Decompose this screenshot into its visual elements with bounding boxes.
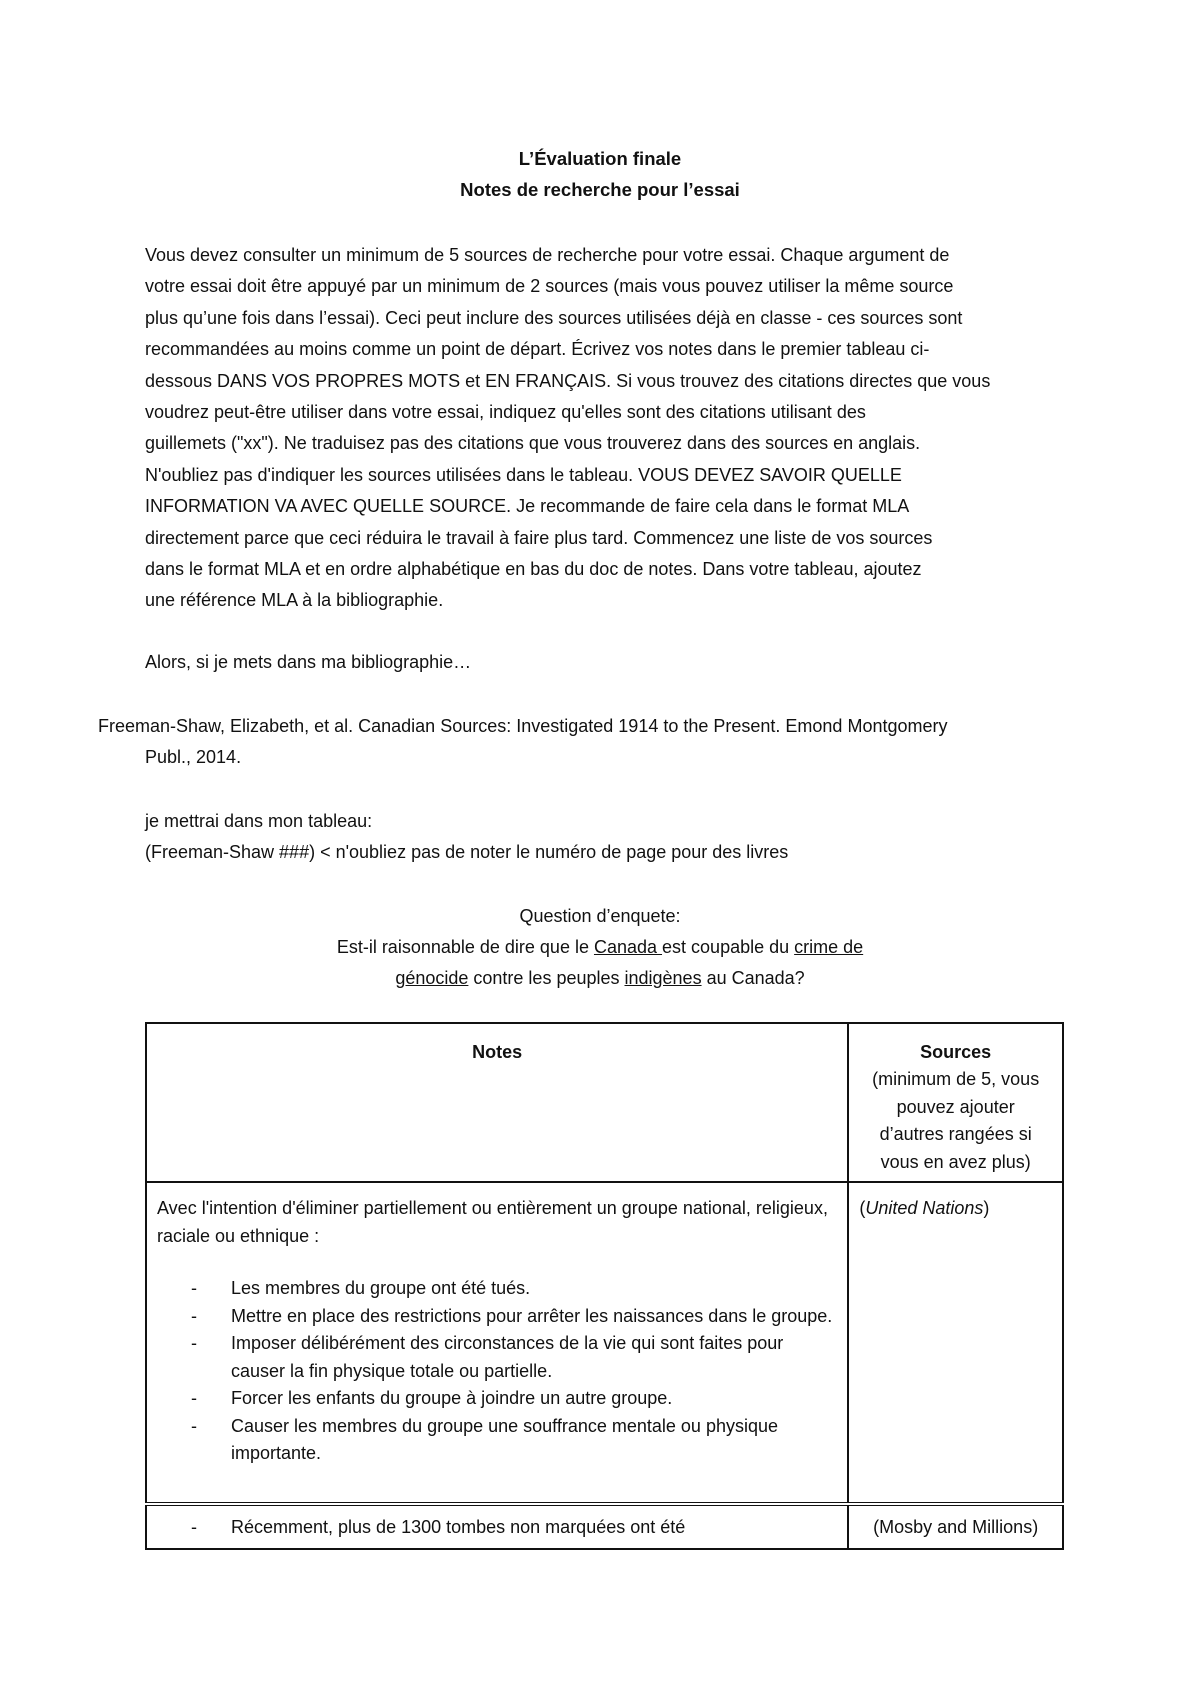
instructions-line: une référence MLA à la bibliographie. (145, 590, 444, 611)
underlined-term: crime de (794, 937, 864, 957)
question-text-line-1: Est-il raisonnable de dire que le Canada est coupable du crime de (336, 937, 864, 957)
sources-header-cell[interactable] (848, 1023, 1063, 1182)
document-subtitle: Notes de recherche pour l’essai (460, 179, 740, 200)
list-item: - Les membres du groupe ont été tués. (191, 1278, 531, 1298)
instructions-line: Vous devez consulter un minimum de 5 sources de recherche pour votre essai. Chaque argument de (145, 245, 950, 265)
table-header-row (146, 1023, 1063, 1182)
source-reference: (United Nations) (859, 1198, 990, 1218)
instructions-line: recommandées au moins comme un point de départ. Écrivez vos notes dans le premier tableau ci- (145, 339, 930, 360)
instructions-line: votre essai doit être appuyé par un minimum de 2 sources (mais vous pouvez utiliser la même source (145, 276, 954, 297)
citation-line-2: Publ., 2014. (145, 747, 242, 767)
instructions-line: dessous DANS VOS PROPRES MOTS et EN FRANÇAIS. Si vous trouvez des citations directes que vous (145, 370, 991, 391)
notes-cell[interactable] (146, 1182, 848, 1504)
underlined-term: Canada (593, 937, 663, 957)
instructions-line: guillemets ("xx"). Ne traduisez pas des citations que vous trouverez dans des sources en anglais. (145, 433, 921, 454)
instructions-line: directement parce que ceci réduira le travail à faire plus tard. Commencez une liste de vos sources (145, 527, 933, 548)
document-title: L’Évaluation finale (518, 148, 682, 169)
instructions-line: voudrez peut-être utiliser dans votre essai, indiquez qu'elles sont des citations utilisant des (145, 402, 866, 423)
question-label: Question d’enquete: (519, 906, 681, 926)
notes-header: Notes (472, 1042, 523, 1062)
citation-line-1: Freeman-Shaw, Elizabeth, et al. Canadian Sources: Investigated 1914 to the Present. Emond Montgomery (98, 716, 948, 736)
bullet-list (147, 1275, 847, 1468)
list-item: - Récemment, plus de 1300 tombes non marquées ont été (191, 1517, 686, 1537)
list-item: - Mettre en place des restrictions pour arrêter les naissances dans le groupe. (191, 1305, 833, 1326)
instructions-line: dans le format MLA et en ordre alphabétique en bas du doc de notes. Dans votre tableau, ajoutez (145, 559, 922, 580)
instructions-line: plus qu’une fois dans l’essai). Ceci peut inclure des sources utilisées déjà en classe - ces sources sont (145, 307, 963, 328)
instructions-line: N'oubliez pas d'indiquer les sources utilisées dans le tableau. VOUS DEVEZ SAVOIR QUELLE (145, 464, 902, 485)
underlined-term: génocide (395, 968, 469, 988)
notes-cell[interactable] (146, 1504, 848, 1549)
sources-header: Sources (920, 1042, 992, 1062)
list-item: - Forcer les enfants du groupe à joindre un autre groupe. (191, 1388, 673, 1408)
bibliography-intro: Alors, si je mets dans ma bibliographie… (145, 652, 472, 672)
list-item: - Imposer délibérément des circonstances de la vie qui sont faites pour causer la fin physique totale ou partielle. (191, 1333, 784, 1381)
source-reference: (Mosby and Millions) (873, 1517, 1039, 1537)
citation-example-note: (Freeman-Shaw ###) < n'oubliez pas de noter le numéro de page pour des livres (145, 842, 789, 862)
table-row (146, 1504, 1063, 1549)
bullet-list (147, 1514, 847, 1542)
sources-cell[interactable] (848, 1504, 1063, 1549)
instructions-line: INFORMATION VA AVEC QUELLE SOURCE. Je recommande de faire cela dans le format MLA (145, 496, 910, 517)
underlined-term: indigènes (624, 968, 702, 988)
notes-header-cell[interactable] (146, 1023, 848, 1182)
instructions-paragraph (145, 240, 1063, 617)
sources-header-note: (minimum de 5, vous pouvez ajouter d’autres rangées si vous en avez plus) (872, 1069, 1040, 1172)
sources-cell[interactable] (848, 1182, 1063, 1504)
genocide-definition-intro: Avec l'intention d'éliminer partiellement ou entièrement un groupe national, religieux, raciale ou ethnique : (157, 1198, 828, 1246)
notes-table (145, 1022, 1064, 1550)
question-text-line-2: génocide contre les peuples indigènes au Canada? (395, 968, 805, 988)
table-row (146, 1182, 1063, 1504)
list-item: - Causer les membres du groupe une souffrance mentale ou physique importante. (191, 1415, 778, 1463)
table-intro: je mettrai dans mon tableau: (145, 811, 373, 831)
